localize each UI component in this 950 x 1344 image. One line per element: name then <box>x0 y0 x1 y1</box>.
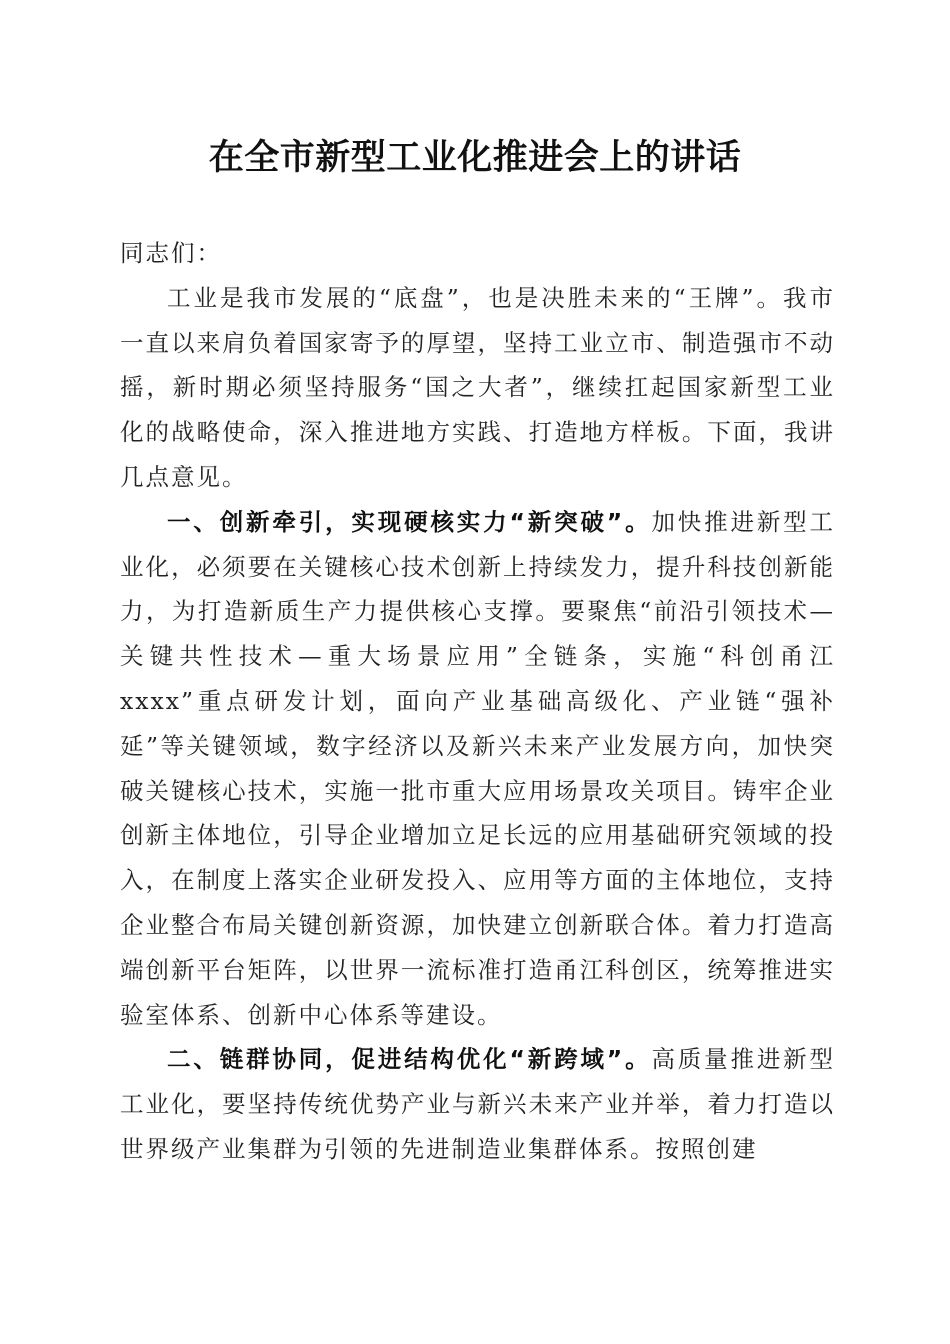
document-title: 在全市新型工业化推进会上的讲话 <box>208 137 742 178</box>
document-body <box>120 231 835 1172</box>
section-paragraph-2 <box>120 1037 835 1171</box>
salutation: 同志们： <box>120 239 222 267</box>
section-heading-2: 二、链群协同，促进结构优化“新跨域”。 <box>167 1045 652 1074</box>
section-text-1: 加快推进新型工业化，必须要在关键核心技术创新上持续发力，提升科技创新能力，为打造新质生产力提供核心支撑。要聚焦“前沿引领技术—关键共性技术—重大场景应用”全链条，实施“科创甬江 xxxx”重点研发计划，面向产业基础高级化、产业链“强补延”等关键领域，数字经济以及新兴未来产业发展方向，加快突破关键核心技术，实施一批市重大应用场景攻关项目。铸牢企业创新主体地位，引导企业增加立足长远的应用基础研究领域的投入，在制度上落实企业研发投入、应用等方面的主体地位，支持企业整合布局关键创新资源，加快建立创新联合体。着力打造高端创新平台矩阵，以世界一流标准打造甬江科创区，统筹推进实验室体系、创新中心体系等建设。 <box>120 507 836 1029</box>
section-text-2: 高质量推进新型工业化，要坚持传统优势产业与新兴未来产业并举，着力打造以世界级产业集群为引领的先进制造业集群体系。按照创建 <box>120 1045 836 1163</box>
section-paragraph-1 <box>120 500 835 1038</box>
section-heading-1: 一、创新牵引，实现硬核实力“新突破”。 <box>167 507 652 536</box>
intro-paragraph: 工业是我市发展的“底盘”，也是决胜未来的“王牌”。我市一直以来肩负着国家寄予的厚望，坚持工业立市、制造强市不动摇，新时期必须坚持服务“国之大者”，继续扛起国家新型工业化的战略使命，深入推进地方实践、打造地方样板。下面，我讲几点意见。 <box>120 283 835 491</box>
